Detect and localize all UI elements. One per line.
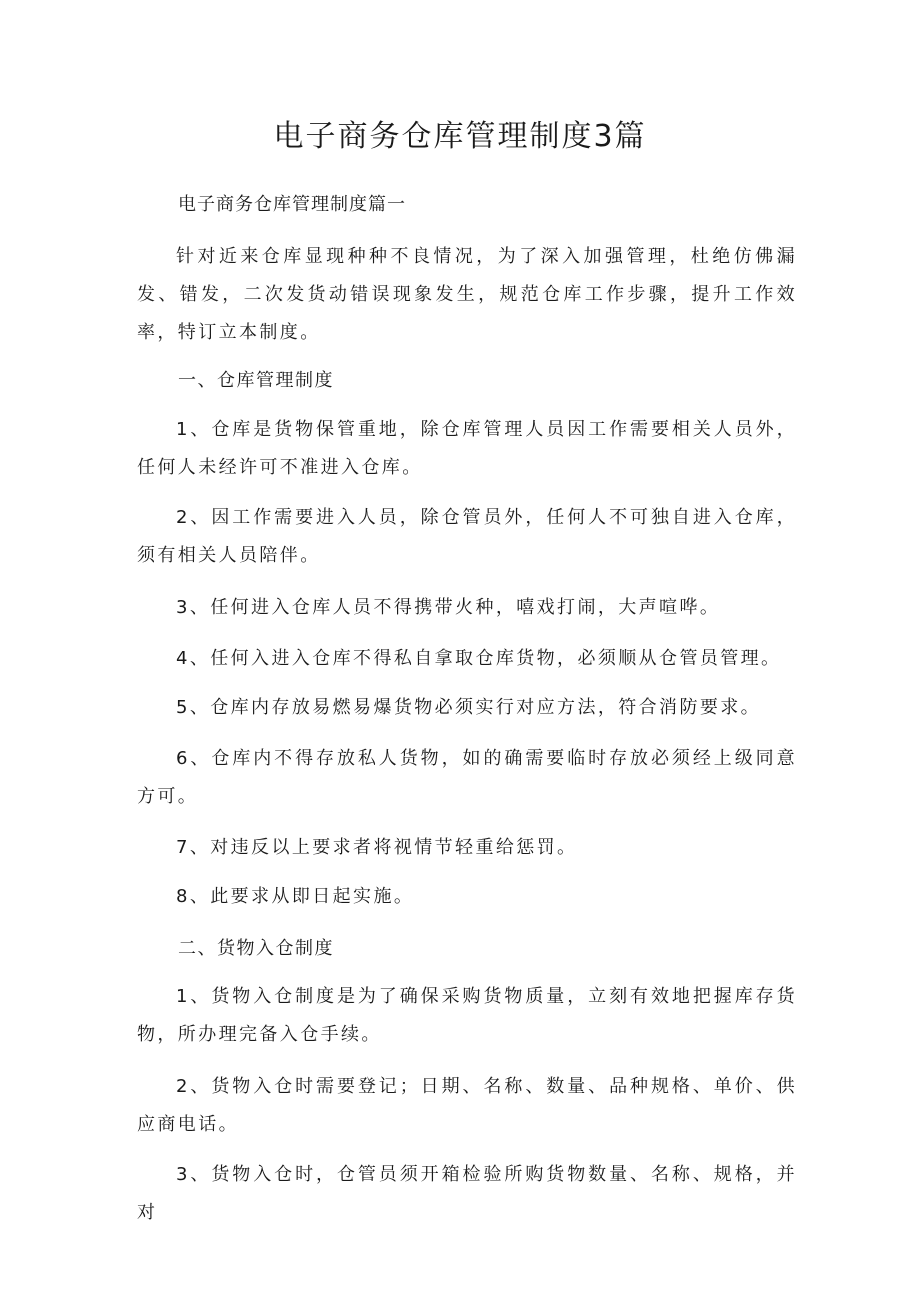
section1-item-1: 1、仓库是货物保管重地，除仓库管理人员因工作需要相关人员外，任何人未经许可不准进入仓库。 [137, 419, 797, 478]
section1-item-6: 6、仓库内不得存放私人货物，如的确需要临时存放必须经上级同意方可。 [137, 748, 797, 807]
section2-item-3: 3、货物入仓时，仓管员须开箱检验所购货物数量、名称、规格，并对 [137, 1164, 797, 1223]
intro-paragraph: 针对近来仓库显现种种不良情况，为了深入加强管理，杜绝仿佛漏发、错发，二次发货动错误现象发生，规范仓库工作步骤，提升工作效率，特订立本制度。 [137, 246, 797, 343]
section1-item-5: 5、仓库内存放易燃易爆货物必须实行对应方法，符合消防要求。 [176, 697, 762, 718]
document-title: 电子商务仓库管理制度3篇 [273, 119, 647, 154]
section1-item-2: 2、因工作需要进入人员，除仓管员外，任何人不可独自进入仓库，须有相关人员陪伴。 [137, 507, 797, 566]
section2-heading: 二、货物入仓制度 [178, 938, 334, 959]
section1-item-4: 4、任何入进入仓库不得私自拿取仓库货物，必须顺从仓管员管理。 [176, 648, 782, 669]
section1-item-3: 3、任何进入仓库人员不得携带火种，嘻戏打闹，大声喧哗。 [176, 597, 721, 618]
section1-heading: 一、仓库管理制度 [178, 370, 334, 391]
section1-item-7: 7、对违反以上要求者将视情节轻重给惩罚。 [176, 837, 578, 858]
document-subtitle: 电子商务仓库管理制度篇一 [178, 194, 406, 215]
section2-item-2: 2、货物入仓时需要登记；日期、名称、数量、品种规格、单价、供应商电话。 [137, 1076, 797, 1135]
section1-item-8: 8、此要求从即日起实施。 [176, 886, 415, 907]
section2-item-1: 1、货物入仓制度是为了确保采购货物质量，立刻有效地把握库存货物，所办理完备入仓手续。 [137, 986, 797, 1045]
